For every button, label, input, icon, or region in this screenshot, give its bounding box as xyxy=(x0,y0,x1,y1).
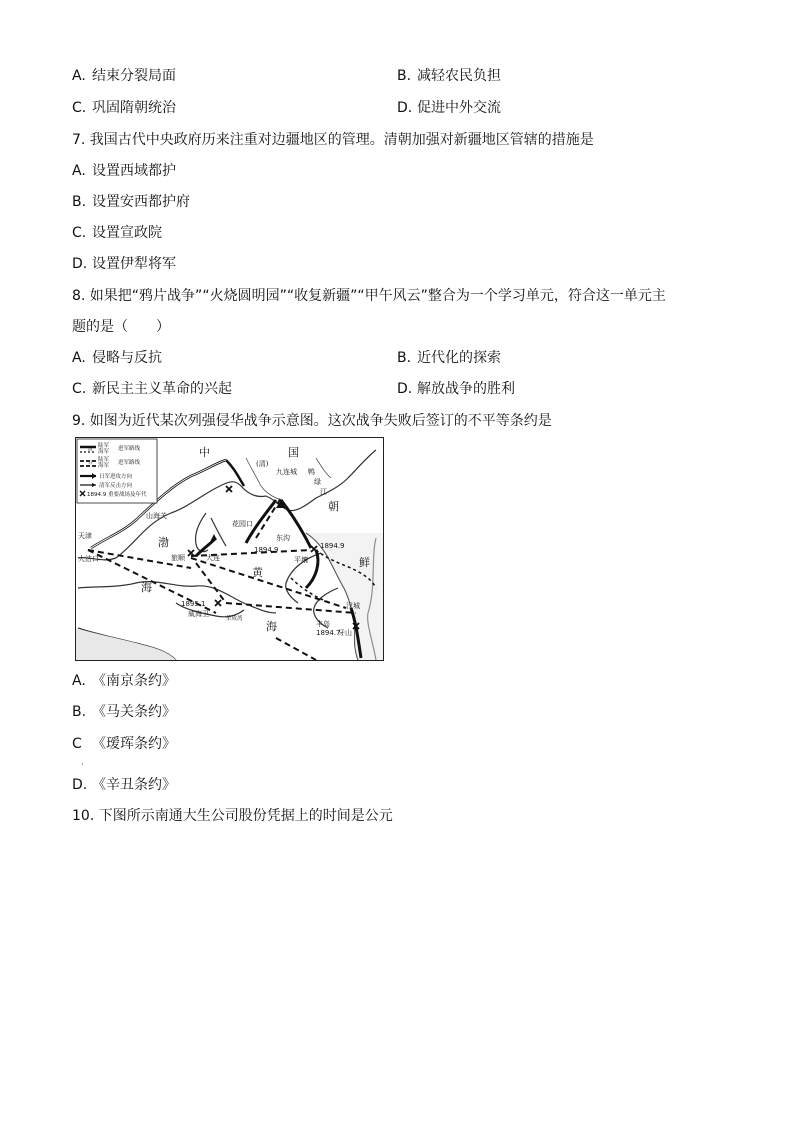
land-shading xyxy=(76,533,383,660)
legend-row3: 日军进攻方向 xyxy=(99,474,133,480)
option-text: 近代化的探索 xyxy=(417,350,501,366)
label-jiulian: 九连城 xyxy=(276,468,297,476)
q6-option-c xyxy=(72,99,176,117)
option-label: B. xyxy=(397,350,412,366)
stray-dot: · xyxy=(81,760,84,769)
q7-option-d xyxy=(72,255,176,273)
option-text: 设置西域都护 xyxy=(92,163,176,179)
q8-option-d xyxy=(397,380,515,398)
option-label: C xyxy=(72,736,82,752)
option-text: 《瑷珲条约》 xyxy=(92,736,176,752)
label-hancheng: 汉城 xyxy=(346,602,360,610)
label-donggou: 东沟 xyxy=(276,534,290,542)
label-dalian: 大连 xyxy=(206,554,220,562)
label-pingrang-date: 1894.9 xyxy=(320,542,345,550)
label-fengdao: 丰岛 xyxy=(316,620,330,628)
label-rongchengwan: 荣成湾 xyxy=(226,616,243,622)
legend-row1-suffix: 进军路线 xyxy=(118,446,141,452)
option-text: 《南京条约》 xyxy=(92,673,176,689)
q9-option-a xyxy=(72,672,176,690)
q9-stem: 9. 如图为近代某次列强侵华战争示意图。这次战争失败后签订的不平等条约是 xyxy=(72,413,552,429)
option-text: 巩固隋朝统治 xyxy=(92,100,176,116)
option-label: B. xyxy=(72,194,87,210)
q10-stem: 10. 下图所示南通大生公司股份凭据上的时间是公元 xyxy=(72,808,393,824)
label-shanhaiguan: 山海关 xyxy=(146,512,167,520)
legend-row1-sub: 海军 xyxy=(98,449,110,455)
option-label: A. xyxy=(72,673,86,689)
label-chao: 朝 xyxy=(328,500,339,513)
option-label: C. xyxy=(72,100,87,116)
legend-row1-prefix: 清 xyxy=(88,447,93,453)
option-label: B. xyxy=(72,704,87,720)
legend-row5: 1894.9 重要战场及年代 xyxy=(87,492,147,498)
label-zhong: 中 xyxy=(199,446,210,459)
option-label: C. xyxy=(72,225,87,241)
label-hai-huang: 海 xyxy=(266,620,277,633)
q6-option-b xyxy=(397,67,501,85)
option-label: D. xyxy=(72,777,88,793)
war-map-svg xyxy=(76,438,383,660)
war-map-figure xyxy=(75,437,384,661)
label-xian: 鲜 xyxy=(359,556,370,569)
option-text: 解放战争的胜利 xyxy=(417,381,515,397)
option-label: A. xyxy=(72,350,86,366)
label-weihai-date: 1895.1 xyxy=(181,600,206,608)
legend-row1-main: 陆军 xyxy=(98,443,110,449)
q6-option-a xyxy=(72,67,176,85)
q9-option-c xyxy=(72,735,176,753)
label-fengdao-date: 1894.7 xyxy=(316,629,341,637)
option-label: B. xyxy=(397,68,412,84)
label-bo: 渤 xyxy=(158,536,169,549)
legend-row2-main: 陆军 xyxy=(98,457,110,463)
q8-stem-line1: 8. 如果把“鸦片战争”“火烧圆明园”“收复新疆”“甲午风云”整合为一个学习单元，符合这一单元主 xyxy=(72,288,666,304)
label-yalu2: 绿 xyxy=(314,478,321,486)
legend-row2-prefix: 日 xyxy=(88,461,93,466)
option-text: 侵略与反抗 xyxy=(92,350,162,366)
label-tianjin: 天津 xyxy=(78,532,92,540)
q9-option-d xyxy=(72,776,176,794)
option-text: 《辛丑条约》 xyxy=(92,777,176,793)
option-label: A. xyxy=(72,68,86,84)
q7-option-a xyxy=(72,162,176,180)
legend-row2-suffix: 进军路线 xyxy=(118,460,141,466)
option-label: D. xyxy=(72,256,88,272)
legend-row2-sub: 海军 xyxy=(98,463,110,469)
option-text: 结束分裂局面 xyxy=(92,68,176,84)
label-dagoushan-date: 1894.9 xyxy=(254,546,279,554)
q7-option-b xyxy=(72,193,190,211)
label-huang: 黄 xyxy=(252,566,263,579)
option-text: 促进中外交流 xyxy=(417,100,501,116)
legend-row4: 清军反击方向 xyxy=(99,483,133,489)
label-pingrang: 平壤 xyxy=(294,556,308,564)
option-text: 设置伊犁将军 xyxy=(92,256,176,272)
option-text: 设置宣政院 xyxy=(92,225,162,241)
q8-option-b xyxy=(397,349,501,367)
option-label: D. xyxy=(397,100,413,116)
q7-option-c xyxy=(72,224,162,242)
q8-stem-line2: 题的是（ ） xyxy=(72,319,170,335)
label-yashan: 牙山 xyxy=(338,629,352,637)
q9-option-b xyxy=(72,703,176,721)
label-hai-bo: 海 xyxy=(141,581,152,594)
label-dagukou: 大沽口 xyxy=(78,555,99,563)
option-text: 新民主主义革命的兴起 xyxy=(92,381,232,397)
label-qing: (清) xyxy=(256,460,269,468)
q8-option-a xyxy=(72,349,162,367)
option-text: 《马关条约》 xyxy=(92,704,176,720)
option-label: D. xyxy=(397,381,413,397)
label-huayuankou: 花园口 xyxy=(232,520,253,528)
q6-option-d xyxy=(397,99,501,117)
label-yalu3: 江 xyxy=(320,488,327,496)
label-yalu1: 鸭 xyxy=(308,468,315,476)
option-label: A. xyxy=(72,163,86,179)
q7-stem: 7. 我国古代中央政府历来注重对边疆地区的管理。清朝加强对新疆地区管辖的措施是 xyxy=(72,132,594,148)
q8-option-c xyxy=(72,380,232,398)
option-text: 减轻农民负担 xyxy=(417,68,501,84)
label-guo: 国 xyxy=(288,446,299,459)
label-lushun: 旅顺 xyxy=(171,554,185,562)
option-label: C. xyxy=(72,381,87,397)
label-weihaiwei: 威海卫 xyxy=(188,610,209,618)
option-text: 设置安西都护府 xyxy=(92,194,190,210)
